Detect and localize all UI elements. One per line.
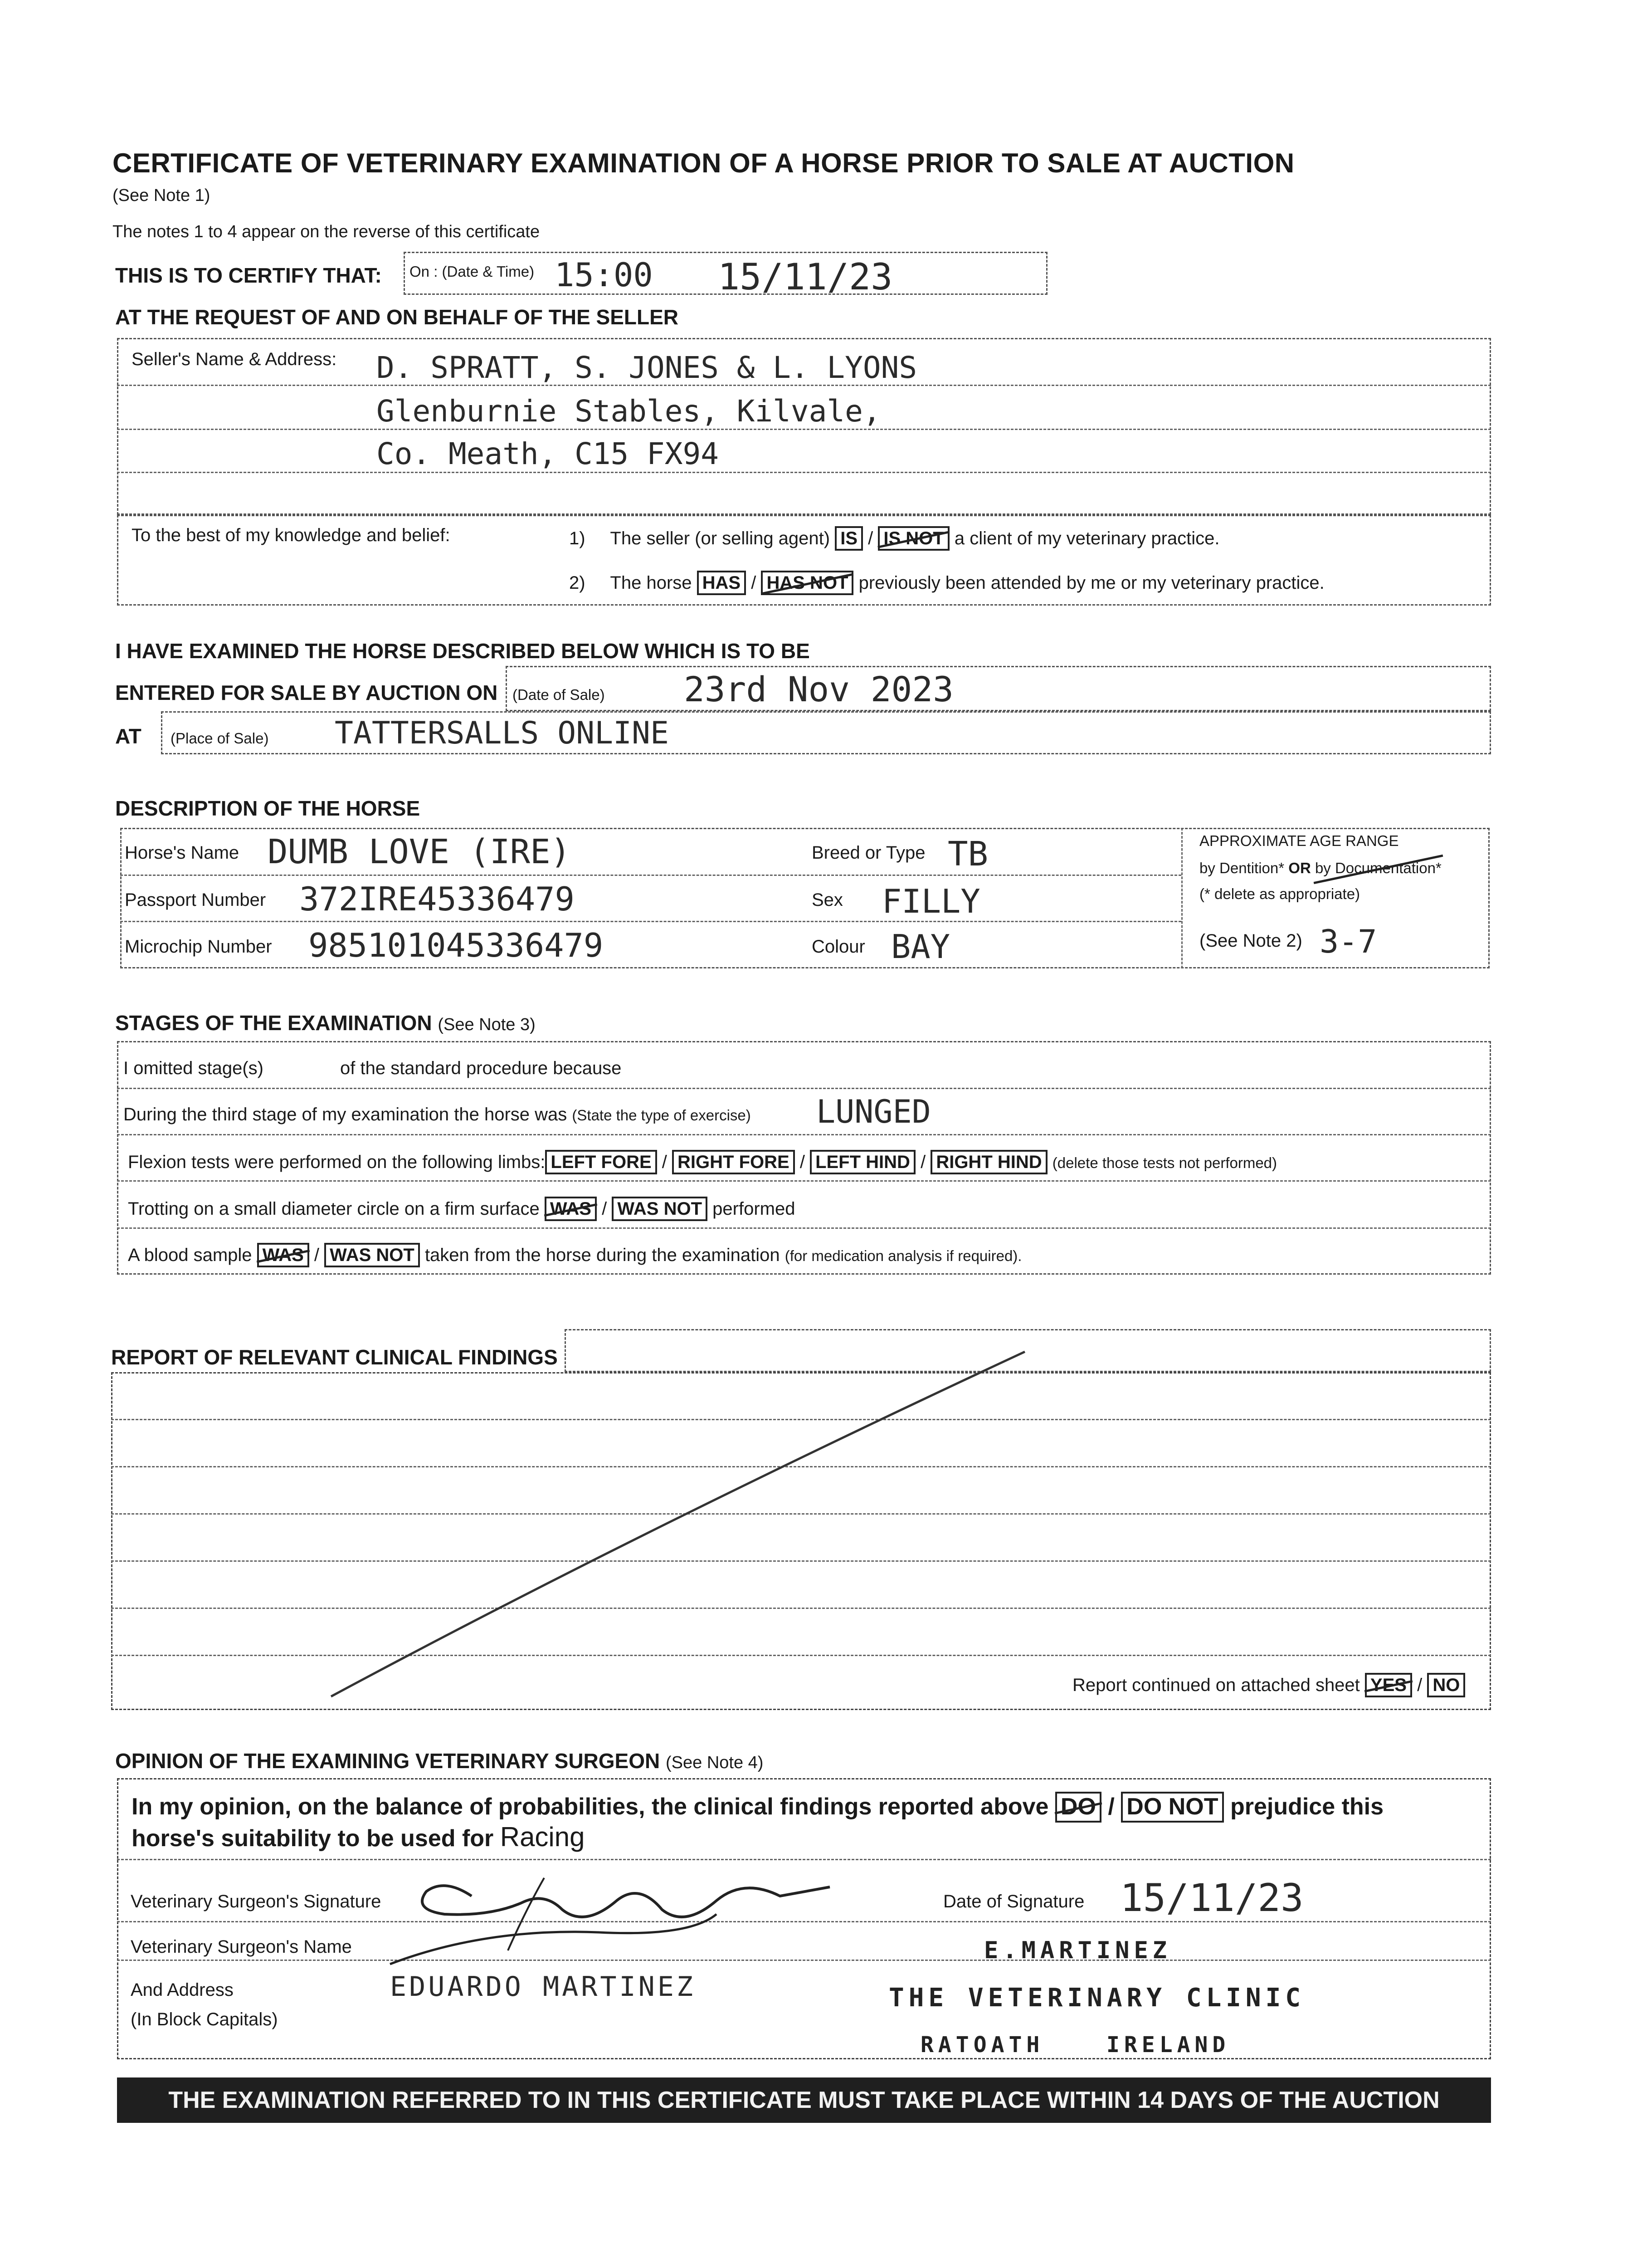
third-stage-line (123, 1105, 751, 1125)
omitted-label-a: I omitted stage(s) (123, 1058, 264, 1078)
flexion-right-hind[interactable]: RIGHT HIND (931, 1150, 1047, 1174)
blood-line (128, 1243, 1022, 1267)
trot-post: performed (712, 1199, 795, 1219)
description-heading: DESCRIPTION OF THE HORSE (115, 797, 420, 820)
stages-heading-text: STAGES OF THE EXAMINATION (115, 1011, 432, 1035)
stages-line-1 (117, 1088, 1491, 1089)
colour-label: Colour (812, 937, 865, 957)
horse-has-option[interactable]: HAS (697, 571, 746, 595)
flexion-slash-2: / (799, 1152, 805, 1172)
stages-heading-note: (See Note 3) (438, 1015, 536, 1034)
exercise-value[interactable]: LUNGED (816, 1093, 931, 1130)
age-divider (1181, 828, 1183, 968)
report-continued-label: Report continued on attached sheet (1072, 1675, 1360, 1695)
sale-place-box (161, 711, 1491, 754)
trot-was-not-option[interactable]: WAS NOT (612, 1197, 707, 1221)
age-delete-note: (* delete as appropriate) (1199, 885, 1360, 902)
client-is-option[interactable]: IS (835, 526, 863, 551)
blood-post: taken from the horse during the examination (424, 1245, 780, 1265)
sex-value[interactable]: FILLY (882, 882, 980, 920)
breed-label: Breed or Type (812, 843, 926, 863)
sale-date-label: (Date of Sale) (512, 686, 605, 703)
item2-pre: The horse (610, 573, 692, 593)
item1-number: 1) (569, 528, 585, 548)
opinion-do-option[interactable]: DO (1055, 1792, 1101, 1823)
age-see-note-2: (See Note 2) (1199, 931, 1302, 951)
sale-date-value[interactable]: 23rd Nov 2023 (684, 669, 954, 709)
examined-line-2: ENTERED FOR SALE BY AUCTION ON (115, 681, 498, 704)
certify-date-box (404, 252, 1048, 298)
third-stage-label: During the third stage of my examination the horse was (123, 1105, 567, 1124)
opinion-text-b: prejudice this (1230, 1794, 1384, 1820)
item1-pre: The seller (or selling agent) (610, 528, 830, 548)
flexion-slash-1: / (662, 1152, 667, 1172)
item1-slash: / (868, 528, 873, 548)
certificate-title: CERTIFICATE OF VETERINARY EXAMINATION OF A HORSE PRIOR TO SALE AT AUCTION (112, 148, 1295, 178)
item2-number: 2) (569, 573, 585, 593)
opinion-use-value[interactable]: Racing (500, 1822, 585, 1852)
sale-place-value[interactable]: TATTERSALLS ONLINE (335, 715, 669, 751)
vet-name-stamp: E.MARTINEZ (984, 1937, 1172, 1964)
age-range-heading: APPROXIMATE AGE RANGE (1199, 832, 1399, 849)
trot-slash: / (602, 1199, 607, 1219)
age-by-documentation[interactable]: by Documentation* (1315, 860, 1442, 876)
seller-line-3 (117, 472, 1491, 473)
blood-was-option[interactable]: WAS (257, 1243, 309, 1267)
opinion-text-line-1 (132, 1792, 1384, 1823)
seller-address-line-2[interactable]: Co. Meath, C15 FX94 (376, 436, 719, 471)
address-stamp-line-1: THE VETERINARY CLINIC (889, 1983, 1306, 2013)
horse-name-value[interactable]: DUMB LOVE (IRE) (268, 832, 571, 871)
footer-banner: THE EXAMINATION REFERRED TO IN THIS CERTIFICATE MUST TAKE PLACE WITHIN 14 DAYS OF THE AUCTION (117, 2077, 1491, 2123)
address-label-b: (In Block Capitals) (131, 2009, 278, 2029)
knowledge-item-2 (569, 571, 1325, 595)
date-of-signature-value[interactable]: 15/11/23 (1120, 1876, 1304, 1920)
seller-label: Seller's Name & Address: (132, 349, 337, 369)
certify-label: THIS IS TO CERTIFY THAT: (115, 264, 382, 287)
seller-name-value[interactable]: D. SPRATT, S. JONES & L. LYONS (376, 350, 917, 385)
certify-date-value[interactable]: 15/11/23 (718, 256, 893, 298)
passport-value[interactable]: 372IRE45336479 (299, 880, 575, 918)
stages-line-2 (117, 1134, 1491, 1135)
opinion-text-a: In my opinion, on the balance of probabilities, the clinical findings reported above (132, 1794, 1049, 1820)
on-date-time-label: On : (Date & Time) (409, 263, 535, 280)
address-stamp-town: RATOATH (921, 2032, 1044, 2058)
knowledge-label: To the best of my knowledge and belief: (132, 525, 450, 545)
desc-row-line-2 (120, 921, 1181, 922)
opinion-text-line-2 (132, 1821, 585, 1853)
report-strike-line (317, 1343, 1043, 1706)
report-no-option[interactable]: NO (1427, 1673, 1465, 1697)
certify-time-value[interactable]: 15:00 (555, 256, 653, 294)
opinion-heading-text: OPINION OF THE EXAMINING VETERINARY SURGEON (115, 1749, 660, 1773)
stages-heading (115, 1011, 536, 1035)
opinion-heading-note: (See Note 4) (666, 1753, 764, 1772)
vet-name-label: Veterinary Surgeon's Name (131, 1937, 352, 1957)
microchip-value[interactable]: 985101045336479 (308, 926, 604, 964)
opinion-heading (115, 1749, 763, 1773)
signature-scribble[interactable] (372, 1860, 893, 1978)
trot-label: Trotting on a small diameter circle on a firm surface (128, 1199, 540, 1219)
address-label-a: And Address (131, 1980, 234, 2000)
flexion-line (128, 1150, 1277, 1174)
blood-was-not-option[interactable]: WAS NOT (324, 1243, 420, 1267)
microchip-label: Microchip Number (125, 937, 272, 957)
notes-line: The notes 1 to 4 appear on the reverse of this certificate (112, 222, 540, 241)
third-stage-note: (State the type of exercise) (572, 1107, 751, 1124)
trot-line (128, 1197, 795, 1221)
horse-name-label: Horse's Name (125, 843, 239, 863)
request-line: AT THE REQUEST OF AND ON BEHALF OF THE SELLER (115, 305, 678, 329)
desc-row-line-1 (120, 875, 1181, 876)
report-continued-line (1072, 1673, 1465, 1697)
at-label: AT (115, 724, 141, 748)
breed-value[interactable]: TB (948, 835, 989, 874)
blood-note: (for medication analysis if required). (785, 1247, 1022, 1264)
flexion-slash-3: / (921, 1152, 926, 1172)
item2-post: previously been attended by me or my veterinary practice. (858, 573, 1325, 593)
flexion-left-hind[interactable]: LEFT HIND (810, 1150, 916, 1174)
signature-label: Veterinary Surgeon's Signature (131, 1892, 381, 1911)
opinion-slash: / (1108, 1794, 1115, 1820)
date-of-signature-label: Date of Signature (943, 1892, 1085, 1911)
client-is-not-option[interactable]: IS NOT (878, 526, 949, 551)
blood-label: A blood sample (128, 1245, 252, 1265)
flexion-label: Flexion tests were performed on the following limbs: (128, 1152, 546, 1172)
flexion-left-fore[interactable]: LEFT FORE (545, 1150, 657, 1174)
trot-was-option[interactable]: WAS (545, 1197, 597, 1221)
stages-line-4 (117, 1227, 1491, 1229)
sale-place-label: (Place of Sale) (171, 730, 269, 747)
vet-name-handwritten[interactable]: EDUARDO MARTINEZ (390, 1971, 696, 2003)
horse-has-not-option[interactable]: HAS NOT (761, 571, 853, 595)
age-or: OR (1288, 860, 1311, 876)
seller-line-2 (117, 429, 1491, 430)
examined-line-1: I HAVE EXAMINED THE HORSE DESCRIBED BELOW WHICH IS TO BE (115, 639, 810, 663)
item2-slash: / (751, 573, 756, 593)
blood-slash: / (314, 1245, 320, 1265)
stages-line-3 (117, 1180, 1491, 1182)
opinion-do-not-option[interactable]: DO NOT (1121, 1792, 1223, 1823)
see-note-1: (See Note 1) (112, 186, 210, 205)
sex-label: Sex (812, 890, 843, 910)
address-stamp-country: IRELAND (1106, 2032, 1230, 2058)
age-range-value[interactable]: 3-7 (1320, 923, 1377, 960)
item1-post: a client of my veterinary practice. (954, 528, 1220, 548)
report-yes-option[interactable]: YES (1365, 1673, 1412, 1697)
knowledge-item-1 (569, 526, 1220, 551)
opinion-text-c: horse's suitability to be used for (132, 1825, 494, 1852)
flexion-right-fore[interactable]: RIGHT FORE (672, 1150, 795, 1174)
omitted-label-b: of the standard procedure because (340, 1058, 622, 1078)
seller-address-line-1[interactable]: Glenburnie Stables, Kilvale, (376, 394, 881, 429)
passport-label: Passport Number (125, 890, 266, 910)
sale-date-box (506, 666, 1491, 711)
report-heading: REPORT OF RELEVANT CLINICAL FINDINGS (111, 1345, 558, 1369)
age-by-line (1199, 860, 1442, 877)
age-by-dentition[interactable]: by Dentition* (1199, 860, 1285, 876)
report-slash: / (1417, 1675, 1423, 1695)
colour-value[interactable]: BAY (891, 928, 950, 966)
flexion-note: (delete those tests not performed) (1052, 1154, 1277, 1171)
